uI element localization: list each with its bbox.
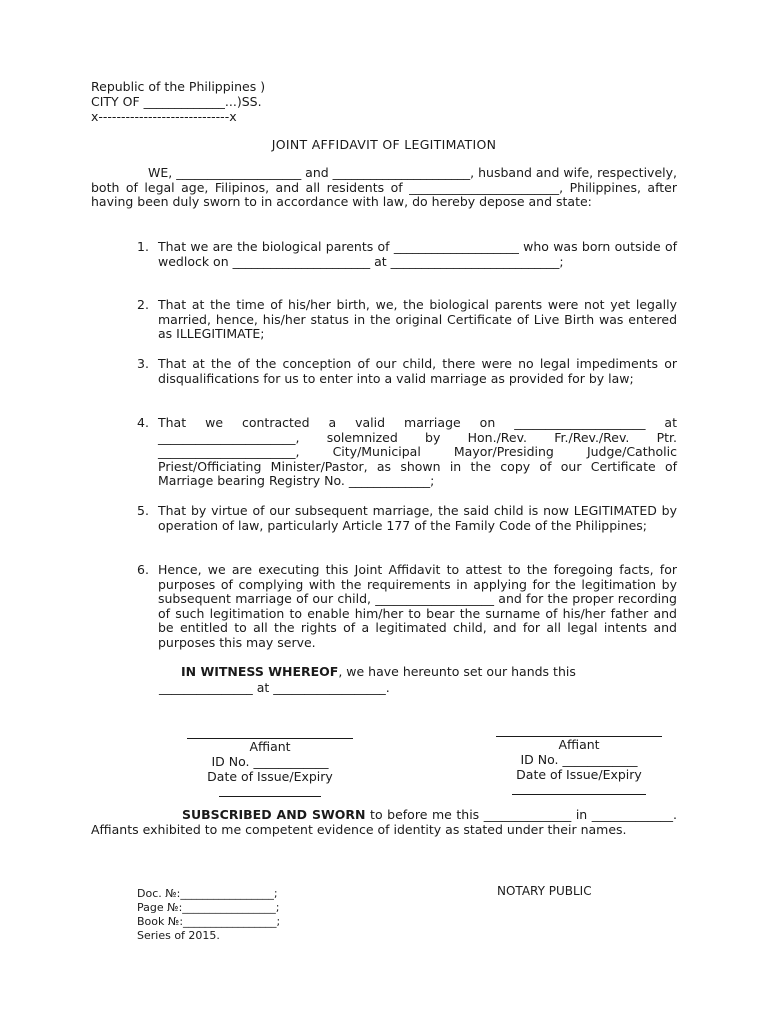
list-item [137,357,677,386]
item-text: That at the time of his/her birth, we, the biological parents were not yet legally married, hence, his/her status in the original Certificate of Live Birth was entered as ILLEGITIMATE; [158,297,677,342]
item-text: That at the of the conception of our child, there were no legal impediments or disqualifications for us to enter into a valid marriage as provided for by law; [158,356,677,386]
date-of-issue-line [219,796,321,797]
date-of-issue-label: Date of Issue/Expiry [516,767,642,782]
page-number: Page №:_________________; [137,901,280,914]
jurat-paragraph [91,808,677,837]
date-of-issue-label: Date of Issue/Expiry [207,769,333,784]
jurat-rest: to before me this ______________ in _____________. Affiants exhibited to me competent evidence of identity as stated under their names. [91,807,678,837]
item-number: 1. [137,239,149,254]
intro-paragraph: WE, ____________________ and ______________________, husband and wife, respectively, both of legal age, Filipinos, and all residents of ________________________, Philippines, after having been duly sworn to in accordance with law, do hereby depose and state: [91,165,677,210]
witness-clause [181,664,701,680]
caption-separator: x-----------------------------x [91,109,237,124]
date-of-issue-line [512,794,646,795]
id-number-line: ID No. ____________ [520,752,638,767]
witness-date-place: _______________ at __________________. [159,680,390,695]
document-title: JOINT AFFIDAVIT OF LEGITIMATION [271,137,497,152]
list-item [137,563,677,651]
item-number: 6. [137,562,149,577]
notary-public-label: NOTARY PUBLIC [497,884,592,898]
item-text: That we are the biological parents of ____________________ who was born outside of wedlock on ______________________ at ___________________________; [158,239,677,269]
list-item [137,416,677,489]
series-year: Series of 2015. [137,929,220,942]
item-text: Hence, we are executing this Joint Affidavit to attest to the foregoing facts, for purposes of complying with the requirements in applying for the legitimation by subsequent marriage of our child, ___________________ and for the proper recording of such legitimation to enable him/her to bear the surname of his/her father and be entitled to all the rights of a legitimated child, and for all legal intents and purposes this may serve. [158,562,677,650]
jurat-lead: SUBSCRIBED AND SWORN [182,807,366,822]
id-number-line: ID No. ____________ [211,754,329,769]
doc-number: Doc. №:_________________; [137,887,278,900]
caption-city: CITY OF _____________...)SS. [91,94,262,109]
item-text: That by virtue of our subsequent marriage, the said child is now LEGITIMATED by operation of law, particularly Article 177 of the Family Code of the Philippines; [158,503,677,533]
witness-lead: IN WITNESS WHEREOF [181,664,339,679]
book-number: Book №:_________________; [137,915,281,928]
list-item [137,298,677,342]
witness-rest: , we have hereunto set our hands this [338,664,576,679]
signature-block-left [170,738,370,797]
item-text: That we contracted a valid marriage on _____________________ at ______________________, solemnized by Hon./Rev. Fr./Rev./Rev. Ptr. ______________________, City/Municipal Mayor/Presiding Judge/Catholic Priest/Officiating Minister/Pastor, as shown in the copy of our Certificate of Marriage bearing Registry No. _____________; [158,415,677,489]
affiant-label: Affiant [249,739,291,754]
signature-block-right [479,736,679,795]
caption-republic: Republic of the Philippines ) [91,79,266,94]
list-item [137,240,677,269]
affiant-label: Affiant [558,737,600,752]
list-item [137,504,677,533]
item-number: 4. [137,415,149,430]
item-number: 5. [137,503,149,518]
item-number: 3. [137,356,149,371]
item-number: 2. [137,297,149,312]
